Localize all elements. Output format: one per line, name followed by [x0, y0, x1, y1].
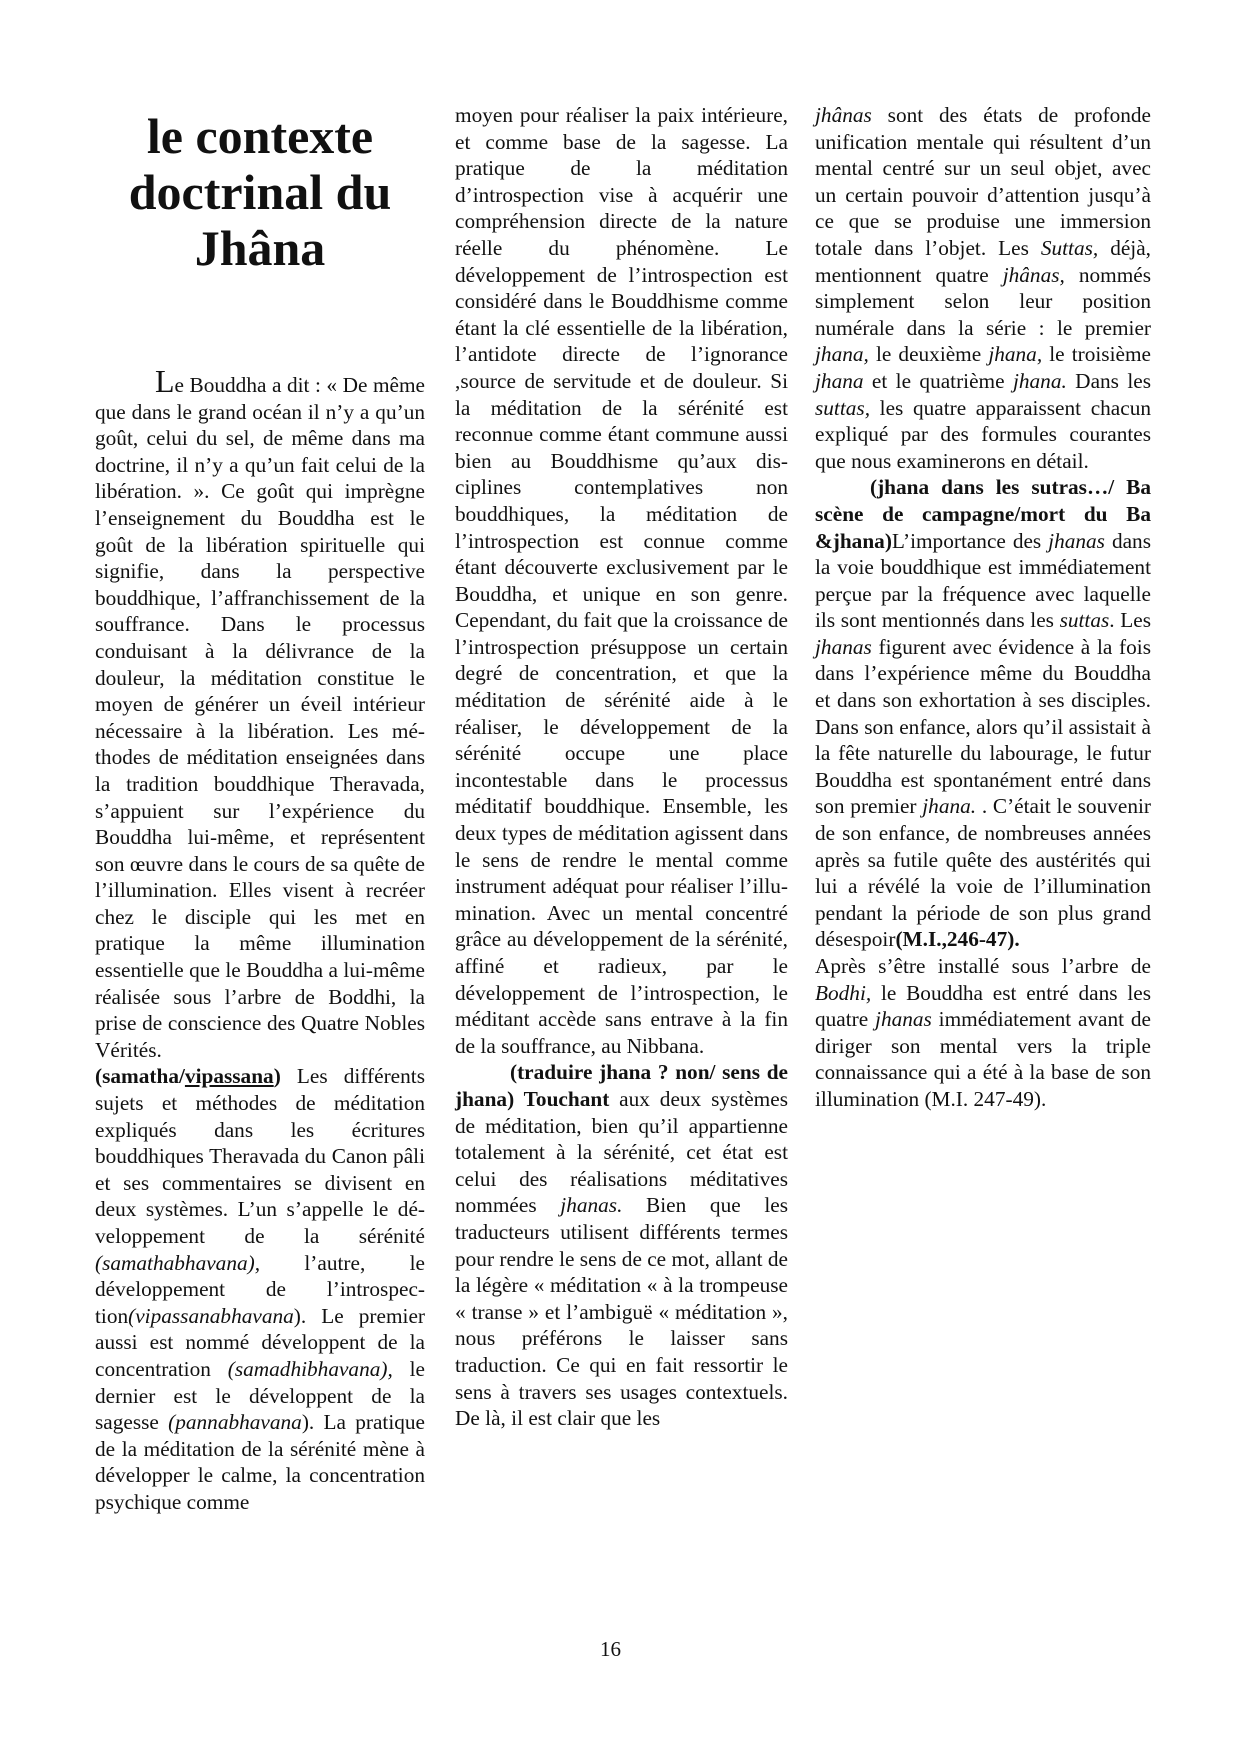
paragraph-bodhi: Après s’être installé sous l’arbre de Bodhi, le Bouddha est entré dans les quatre jhanas immédiatement avant de diriger son mental vers la triple connaissance qui a été à la base de son illumination (M.I. 247-49). [815, 954, 1151, 1111]
page-number: 16 [600, 1637, 621, 1661]
title-spacer [95, 276, 425, 368]
citation-ref: (M.I.,246-47). [895, 927, 1020, 952]
column-1 [95, 100, 425, 1516]
paragraph-importance: (jhana dans les sutras…/ Ba scène de campagne/mort du Ba &jhana)L’importance des jhanas dans la voie bouddhique est immédiatement perçue par la fréquence avec laquelle ils sont mentionnés dans les suttas. Les jhanas figurent avec évidence à la fois dans l’expérience même du Bouddha et dans son exhortation à ses disciples. Dans son enfance, alors qu’il assistait à la fête naturelle du labourage, le futur Bouddha est spontanément entré dans son premier jhana. . C’était le souvenir de son enfance, de nombreuses années après sa futile quête des austérités qui lui a révélé la voie de l’illumination pendant la période de son plus grand désespoir(M.I.,246-47). [815, 475, 1151, 952]
column-3 [815, 102, 1151, 1113]
title-line-3: Jhâna [194, 220, 326, 276]
column-2 [455, 102, 788, 1432]
paragraph-samatha-vipassana: (samatha/vipassana) Les différents sujets et méthodes de méditation expliqués dans les écritures bouddhiques Theravada du Canon pâli et ses commentaires se divisent en deux systèmes. L’un s’appelle le développement de la sérénité (samathabhavana), l’autre, le développement de l’introspection(vipassanabhavana). Le premier aussi est nommé développent de la concentration (samadhibhavana), le dernier est le développent de la sagesse (pannabhavana). La pratique de la méditation de la sérénité mène à développer le calme, la concentration psychique comme [95, 1064, 425, 1514]
drop-cap: L [155, 363, 175, 399]
section-heading-traduire: (traduire jhana ? non/ sens de jhana) Touchant [455, 1060, 788, 1111]
paragraph-jhana-meaning: (traduire jhana ? non/ sens de jhana) Touchant aux deux systèmes de méditation, bien qu’il appartienne totalement à la sérénité, cet état est celui des réalisations méditatives nommées jhanas. Bien que les traducteurs utilisent différents termes pour rendre le sens de ce mot, allant de la légère « méditation « à la trompeuse « transe » et l’ambiguë « méditation », nous préférons le laisser sans traduction. Ce qui en fait ressortir le sens à travers ses usages contextuels. De là, il est clair que les [455, 1060, 788, 1431]
section-heading-sutras: (jhana dans les sutras…/ Ba scène de campagne/mort du Ba &jhana) [815, 475, 1151, 553]
page-title [95, 108, 425, 276]
paragraph-intro: Le Bouddha a dit : « De même que dans le grand océan il n’y a qu’un goût, celui du sel, de même dans ma doctrine, il n’y a qu’un fait celui de la libération. ». Ce goût qui imprègne l’enseignement du Bouddha est le goût de la libération spirituelle qui signifie, dans la perspective bouddhique, l’affranchissement de la souffrance. Dans le processus conduisant à la délivrance de la douleur, la méditation constitue le moyen de générer un éveil intérieur nécessaire à la libération. Les méthodes de méditation enseignées dans la tradition bouddhique Theravada, s’appuient sur l’expérience du Bouddha lui-même, et représentent son œuvre dans le cours de sa quête de l’illumination. Elles visent à recréer chez le disciple qui les met en pratique la même illumination essentielle que le Bouddha a lui-même réalisée sous l’arbre de Boddhi, la prise de conscience des Quatre Nobles Vérités. [95, 363, 425, 1062]
section-heading-samatha: (samatha/vipassana) [95, 1064, 281, 1089]
title-line-2: doctrinal du [128, 164, 392, 220]
paragraph-introspection: moyen pour réaliser la paix intérieure, et comme base de la sagesse. La pratique de la méditation d’introspection vise à acquérir une compréhension directe de la nature réelle du phénomène. Le développement de l’introspection est considéré dans le Bouddhisme comme étant la clé essentielle de la libération, l’antidote directe de l’ignorance ,source de servitude et de douleur. Si la méditation de la sérénité est reconnue comme étant commune aussi bien au Bouddhisme qu’aux disciplines contemplatives non bouddhiques, la méditation de l’introspection est connue comme étant découverte exclusivement par le Bouddha, et unique en son genre. Cependant, du fait que la croissance de l’introspection présuppose un certain degré de concentration, et que la méditation de sérénité aide à le réaliser, le développement de la sérénité occupe une place incontestable dans le processus méditatif bouddhique. Ensemble, les deux types de méditation agissent dans le sens de rendre le mental comme instrument adéquat pour réaliser l’illumination. Avec un mental concentré grâce au développement de la sérénité, affiné et radieux, par le développement de l’introspection, le méditant accède sans entrave à la fin de la souffrance, au Nibbana. [455, 103, 788, 1058]
title-line-1: le contexte [146, 108, 374, 164]
paragraph-jhanas-states: jhânas sont des états de profonde unification mentale qui résultent d’un mental centré sur un seul objet, avec un certain pouvoir d’attention jusqu’à ce que se produise une immersion totale dans l’objet. Les Suttas, déjà, mentionnent quatre jhânas, nommés simplement selon leur position numérale dans la série : le premier jhana, le deuxième jhana, le troisième jhana et le quatrième jhana. Dans les suttas, les quatre apparaissent chacun expliqué par des formules courantes que nous examinerons en détail. [815, 103, 1152, 473]
